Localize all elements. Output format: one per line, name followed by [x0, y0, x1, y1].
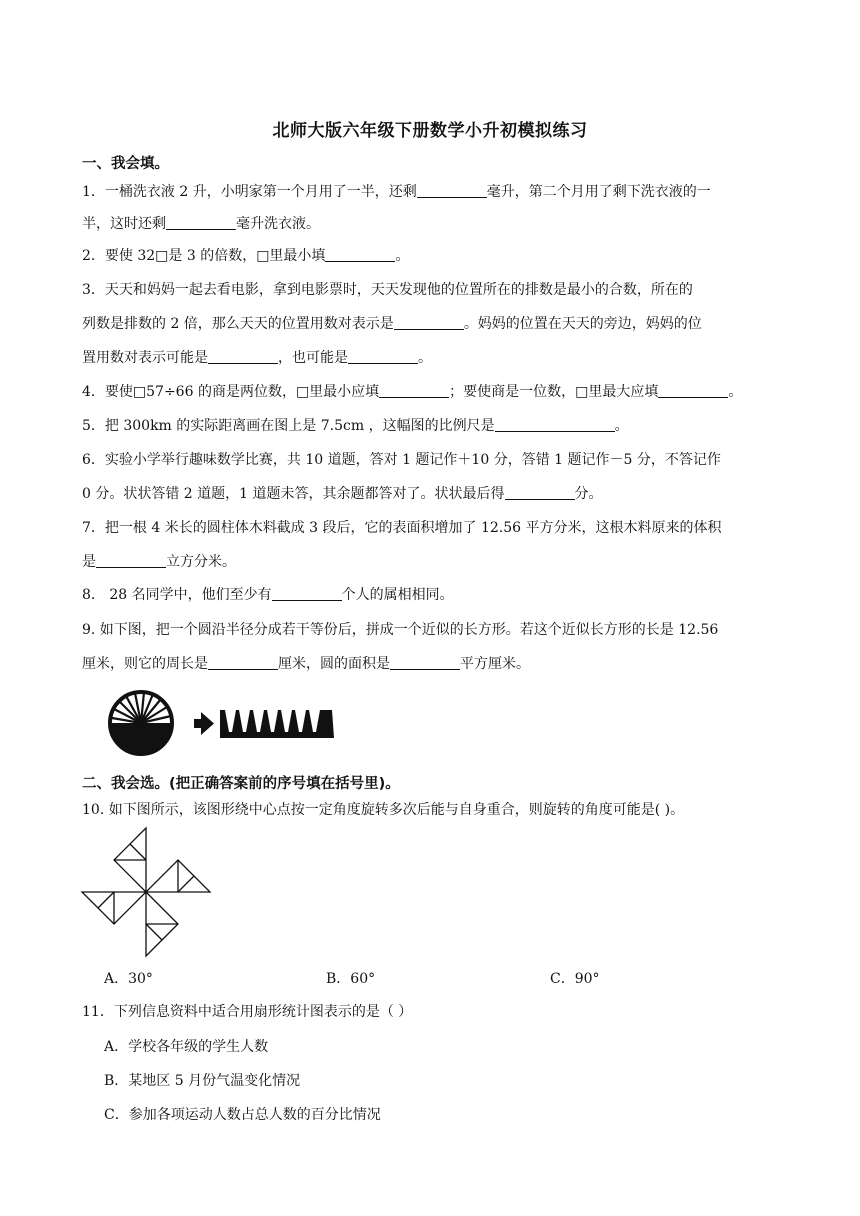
question-7-line-2: 是 立方分米。	[82, 554, 236, 570]
answer-blank[interactable]	[417, 182, 487, 198]
answer-blank[interactable]	[495, 416, 615, 432]
answer-blank[interactable]	[166, 214, 236, 230]
answer-blank[interactable]	[390, 654, 460, 670]
option-c[interactable]: C．参加各项运动人数占总人数的百分比情况	[104, 1107, 381, 1123]
circle-to-rectangle-figure	[104, 690, 344, 756]
question-6-line-2: 0 分。状状答错 2 道题，1 道题未答，其余题都答对了。状状最后得 分。	[82, 486, 603, 502]
page-title: 北师大版六年级下册数学小升初模拟练习	[272, 121, 588, 141]
section-heading-choose: 二、我会选。(把正确答案前的序号填在括号里)。	[82, 776, 400, 792]
answer-blank[interactable]	[325, 246, 395, 262]
answer-blank[interactable]	[505, 484, 575, 500]
option-c[interactable]: C．90°	[550, 971, 600, 987]
question-6-line-1: 6．实验小学举行趣味数学比赛，共 10 道题，答对 1 题记作＋10 分，答错 1 题记作－5 分，不答记作	[82, 452, 721, 468]
question-9-line-2: 厘米，则它的周长是 厘米，圆的面积是 平方厘米。	[82, 656, 530, 672]
question-8: 8． 28 名同学中，他们至少有 个人的属相相同。	[82, 587, 454, 603]
question-7-line-1: 7．把一根 4 米长的圆柱体木料截成 3 段后，它的表面积增加了 12.56 平方分米，这根木料原来的体积	[82, 520, 722, 536]
answer-blank[interactable]	[272, 585, 342, 601]
answer-blank[interactable]	[208, 348, 278, 364]
answer-blank[interactable]	[379, 382, 449, 398]
question-3-line-2: 列数是排数的 2 倍，那么天天的位置用数对表示是 。妈妈的位置在天天的旁边，妈妈的位	[82, 316, 702, 332]
question-11-stem: 11．下列信息资料中适合用扇形统计图表示的是（ ）	[82, 1004, 413, 1020]
question-1-line-1: 1．一桶洗衣液 2 升，小明家第一个月用了一半，还剩 毫升，第二个月用了剩下洗衣液的一	[82, 184, 711, 200]
option-a[interactable]: A．30°	[104, 971, 153, 987]
option-b[interactable]: B．某地区 5 月份气温变化情况	[104, 1073, 301, 1089]
arrow-icon	[194, 712, 214, 735]
section-heading-fill: 一、我会填。	[82, 156, 169, 172]
question-9-line-1: 9. 如下图，把一个圆沿半径分成若干等份后，拼成一个近似的长方形。若这个近似长方形的长是 12.56	[82, 622, 719, 638]
question-3-line-3: 置用数对表示可能是 ，也可能是 。	[82, 350, 432, 366]
question-5: 5．把 300km 的实际距离画在图上是 7.5cm ，这幅图的比例尺是 。	[82, 418, 629, 434]
option-a[interactable]: A．学校各年级的学生人数	[104, 1039, 269, 1055]
answer-blank[interactable]	[348, 348, 418, 364]
question-1-line-2: 半，这时还剩 毫升洗衣液。	[82, 216, 320, 232]
question-3-line-1: 3．天天和妈妈一起去看电影，拿到电影票时，天天发现他的位置所在的排数是最小的合数，所在的	[82, 282, 693, 298]
option-b[interactable]: B．60°	[326, 971, 376, 987]
pinwheel-figure	[80, 826, 212, 958]
answer-blank[interactable]	[208, 654, 278, 670]
question-10-stem: 10. 如下图所示，该图形绕中心点按一定角度旋转多次后能与自身重合，则旋转的角度可能是( )。	[82, 802, 685, 818]
question-2: 2．要使 32□是 3 的倍数，□里最小填 。	[82, 248, 410, 264]
answer-blank[interactable]	[658, 382, 728, 398]
answer-blank[interactable]	[394, 314, 464, 330]
answer-blank[interactable]	[96, 552, 166, 568]
question-4: 4．要使□57÷66 的商是两位数，□里最小应填 ；要使商是一位数，□里最大应填 。	[82, 384, 743, 400]
